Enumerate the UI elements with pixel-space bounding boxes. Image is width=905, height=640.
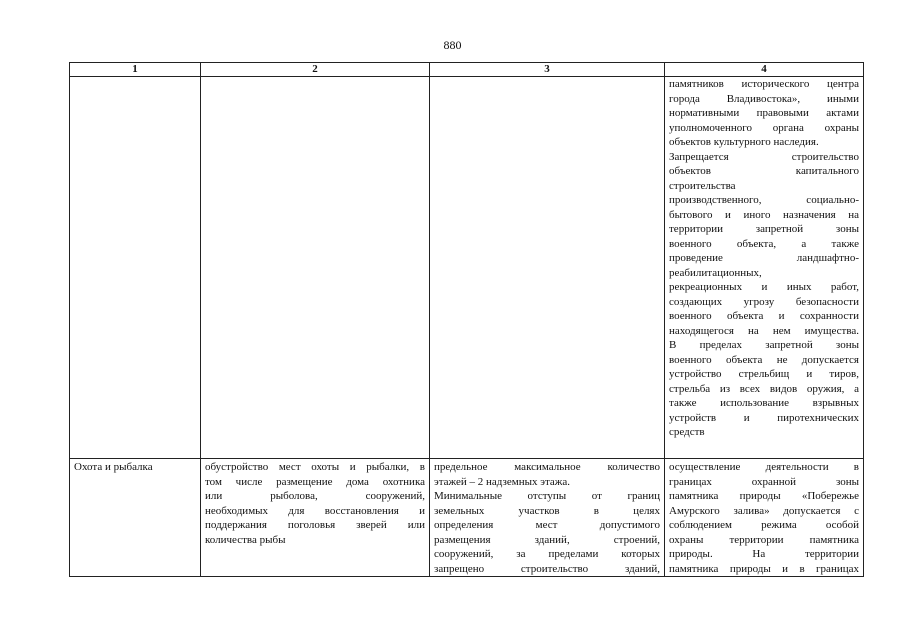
text-line: средств	[669, 426, 705, 438]
text-line: находящегося на нем имущества.	[669, 324, 859, 337]
restrictions-text	[669, 460, 859, 576]
activity-name: Охота и рыбалка	[74, 461, 153, 473]
text-line: рекреационных и иных работ,	[669, 281, 859, 293]
table-header-row	[70, 63, 864, 77]
text-line: реабилитационных,	[669, 266, 762, 279]
text-line: объектов культурного наследия.	[669, 136, 819, 148]
text-line: этажей – 2 надземных этажа.	[434, 475, 571, 488]
text-line: том числе размещение дома охотника	[205, 475, 425, 488]
text-line: Амурского залива» допускается с	[669, 504, 859, 517]
text-line: поддержания поголовья зверей или	[205, 519, 425, 531]
cell-activity	[70, 77, 201, 459]
text-line: памятников исторического центра	[669, 78, 859, 90]
text-line: памятника природы и в границах	[669, 562, 859, 575]
text-line: военного объекта не допускается	[669, 353, 859, 366]
column-header-4: 4	[665, 63, 864, 77]
text-line: устройство стрельбищ и тиров,	[669, 368, 859, 380]
text-line: военного объекта и сохранности	[669, 310, 859, 322]
text-line: размещения зданий, строений,	[434, 533, 660, 546]
text-line: устройств и пиротехнических	[669, 411, 859, 424]
text-line: осуществление деятельности в	[669, 461, 859, 473]
text-line: строительства	[669, 179, 736, 192]
text-line: военного объекта, а также	[669, 237, 859, 250]
column-header-2: 2	[201, 63, 430, 77]
text-line: определения мест допустимого	[434, 519, 660, 531]
text-line: земельных участков в целях	[434, 504, 660, 517]
text-line: производственного, социально-	[669, 194, 859, 206]
cell-parameters	[430, 459, 665, 577]
text-line: количества рыбы	[205, 533, 286, 546]
text-line: создающих угрозу безопасности	[669, 295, 859, 308]
page-number: 880	[443, 38, 462, 52]
text-line: В пределах запретной зоны	[669, 339, 859, 351]
column-header-1: 1	[70, 63, 201, 77]
text-line: охраны территории памятника	[669, 533, 859, 546]
text-line: или рыболова, сооружений,	[205, 490, 425, 502]
column-header-3: 3	[430, 63, 665, 77]
text-line: Запрещается строительство	[669, 150, 859, 163]
table-row	[70, 459, 864, 577]
text-line: предельное максимальное количество	[434, 461, 660, 473]
text-line: границах охранной зоны	[669, 475, 859, 488]
text-line: необходимых для восстановления и	[205, 504, 425, 517]
cell-description	[201, 459, 430, 577]
text-line: Минимальные отступы от границ	[434, 490, 660, 502]
text-line: запрещено строительство зданий,	[434, 562, 660, 575]
text-line: памятника природы «Побережье	[669, 490, 859, 502]
text-line: стрельба из всех видов оружия, а	[669, 382, 859, 395]
text-line: проведение ландшафтно-	[669, 252, 859, 264]
cell-restrictions	[665, 459, 864, 577]
cell-parameters	[430, 77, 665, 459]
text-line: города Владивостока», иными	[669, 92, 859, 105]
text-line: соблюдением режима особой	[669, 519, 859, 531]
text-line: также использование взрывных	[669, 397, 859, 409]
regulation-table	[69, 62, 864, 577]
text-line: природы. На территории	[669, 548, 859, 560]
text-line: нормативными правовыми актами	[669, 107, 859, 119]
text-line: бытового и иного назначения на	[669, 208, 859, 221]
restrictions-text	[669, 77, 859, 440]
description-text	[205, 460, 425, 547]
text-line: территории запретной зоны	[669, 223, 859, 235]
cell-activity	[70, 459, 201, 577]
text-line: уполномоченного органа охраны	[669, 121, 859, 134]
cell-description	[201, 77, 430, 459]
parameters-text	[434, 460, 660, 576]
text-line: объектов капитального	[669, 165, 859, 177]
text-line: обустройство мест охоты и рыбалки, в	[205, 461, 425, 473]
cell-restrictions	[665, 77, 864, 459]
text-line: сооружений, за пределами которых	[434, 548, 660, 560]
table-row	[70, 77, 864, 459]
